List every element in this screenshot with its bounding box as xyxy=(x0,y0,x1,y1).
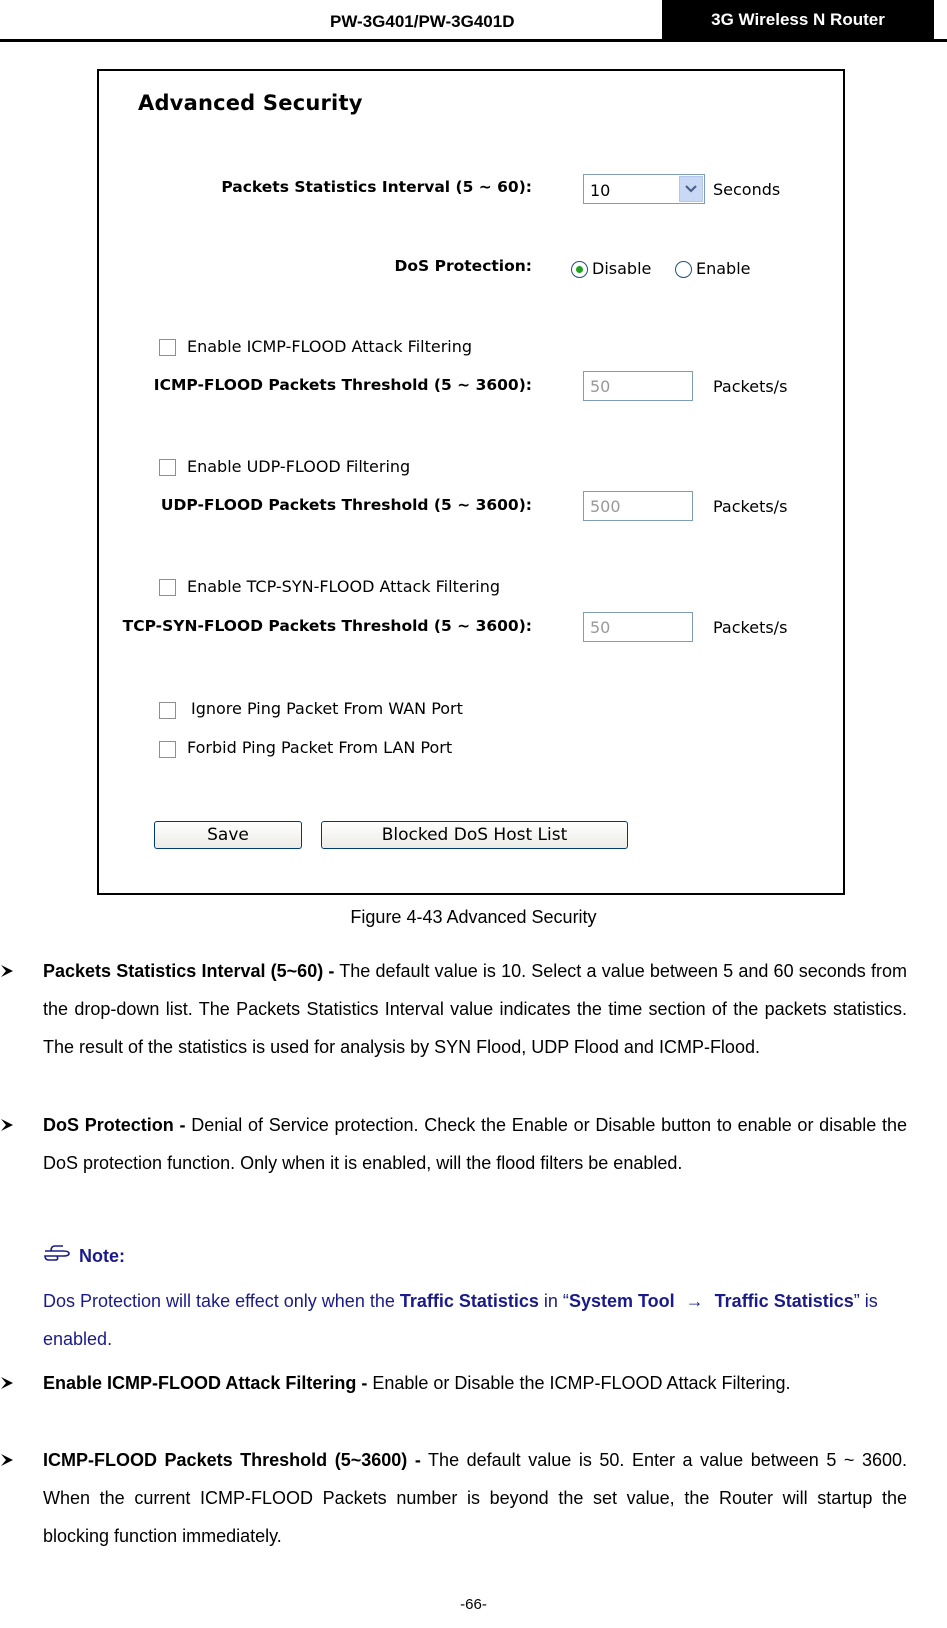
icmp-flood-checkbox[interactable] xyxy=(159,339,176,356)
note-text-2: in “ xyxy=(538,1291,569,1311)
page-number: -66- xyxy=(460,1596,487,1613)
tcp-threshold-input[interactable]: 50 xyxy=(583,612,693,642)
page-header xyxy=(0,0,947,42)
chevron-down-icon[interactable] xyxy=(679,176,703,202)
tcp-syn-flood-checkbox-label: Enable TCP-SYN-FLOOD Attack Filtering xyxy=(187,577,501,596)
ignore-ping-checkbox[interactable] xyxy=(159,702,176,719)
tcp-threshold-unit: Packets/s xyxy=(713,618,788,637)
dos-enable-radio[interactable] xyxy=(675,261,692,278)
arrow-bullet-icon xyxy=(0,952,20,990)
radio-selected-dot xyxy=(576,266,583,273)
item-term: Enable ICMP-FLOOD Attack Filtering - xyxy=(43,1373,368,1393)
udp-flood-checkbox-label: Enable UDP-FLOOD Filtering xyxy=(187,457,411,476)
note-label: Note: xyxy=(79,1246,125,1266)
note-traffic-statistics: Traffic Statistics xyxy=(714,1291,854,1311)
figure-caption: Figure 4-43 Advanced Security xyxy=(350,907,597,927)
note-arrow: → xyxy=(685,1291,704,1311)
item-term: Packets Statistics Interval (5~60) - xyxy=(43,961,335,981)
note-heading xyxy=(43,1244,125,1267)
dos-disable-radio[interactable] xyxy=(571,261,588,278)
item-text: The default value is 50. Enter a value between 5 ~ 3600. When the current ICMP-FLOOD Packets number is beyond the set value, the Router will startup the blocking function immediately. xyxy=(43,1450,908,1546)
dos-disable-label: Disable xyxy=(592,259,652,278)
advanced-security-screenshot xyxy=(97,69,845,895)
interval-label: Packets Statistics Interval (5 ~ 60): xyxy=(221,178,532,196)
udp-threshold-input[interactable]: 500 xyxy=(583,491,693,521)
note-text xyxy=(43,1282,918,1358)
arrow-bullet-icon xyxy=(0,1364,20,1402)
udp-threshold-label: UDP-FLOOD Packets Threshold (5 ~ 3600): xyxy=(160,496,532,514)
item-term: ICMP-FLOOD Packets Threshold (5~3600) - xyxy=(43,1450,421,1470)
model-name: PW-3G401/PW-3G401D xyxy=(330,12,515,31)
icmp-threshold-unit: Packets/s xyxy=(713,377,788,396)
item-term: DoS Protection - xyxy=(43,1115,186,1135)
note-system-tool: System Tool xyxy=(568,1291,675,1311)
save-button[interactable]: Save xyxy=(154,821,302,849)
udp-flood-checkbox[interactable] xyxy=(159,459,176,476)
panel-title: Advanced Security xyxy=(138,91,363,115)
tcp-threshold-label: TCP-SYN-FLOOD Packets Threshold (5 ~ 3600): xyxy=(122,617,532,635)
item-text: Enable or Disable the ICMP-FLOOD Attack Filtering. xyxy=(367,1373,791,1393)
ignore-ping-label: Ignore Ping Packet From WAN Port xyxy=(191,699,463,718)
item-text: The default value is 10. Select a value between 5 and 60 seconds from the drop-down list. The Packets Statistics Interval value indicates the time section of the packets statistics. The result of the statistics is used for analysis by SYN Flood, UDP Flood and ICMP-Flood. xyxy=(43,961,907,1057)
product-name: 3G Wireless N Router xyxy=(662,0,934,40)
dos-label: DoS Protection: xyxy=(394,257,532,275)
note-text-1: Dos Protection will take effect only when the xyxy=(43,1291,400,1311)
forbid-ping-label: Forbid Ping Packet From LAN Port xyxy=(187,738,453,757)
udp-threshold-unit: Packets/s xyxy=(713,497,788,516)
arrow-bullet-icon xyxy=(0,1441,20,1479)
item-text: Denial of Service protection. Check the Enable or Disable button to enable or disable the DoS protection function. Only when it is enabled, will the flood filters be enabled. xyxy=(43,1115,907,1173)
icmp-threshold-label: ICMP-FLOOD Packets Threshold (5 ~ 3600): xyxy=(153,376,532,394)
arrow-bullet-icon xyxy=(0,1106,20,1144)
note-text-3: ” is enabled. xyxy=(43,1291,878,1349)
tcp-syn-flood-checkbox[interactable] xyxy=(159,579,176,596)
interval-select[interactable] xyxy=(583,174,705,204)
interval-unit: Seconds xyxy=(713,180,781,199)
list-item xyxy=(43,1441,907,1555)
forbid-ping-checkbox[interactable] xyxy=(159,741,176,758)
interval-value: 10 xyxy=(590,181,611,200)
list-item xyxy=(43,952,907,1066)
icmp-flood-checkbox-label: Enable ICMP-FLOOD Attack Filtering xyxy=(187,337,473,356)
note-link-traffic-statistics: Traffic Statistics xyxy=(399,1291,539,1311)
icmp-threshold-input[interactable]: 50 xyxy=(583,371,693,401)
dos-enable-label: Enable xyxy=(696,259,751,278)
list-item xyxy=(43,1364,907,1402)
blocked-dos-host-list-button[interactable]: Blocked DoS Host List xyxy=(321,821,628,849)
header-rule xyxy=(0,39,947,42)
list-item xyxy=(43,1106,907,1182)
pointing-hand-icon xyxy=(43,1244,79,1267)
